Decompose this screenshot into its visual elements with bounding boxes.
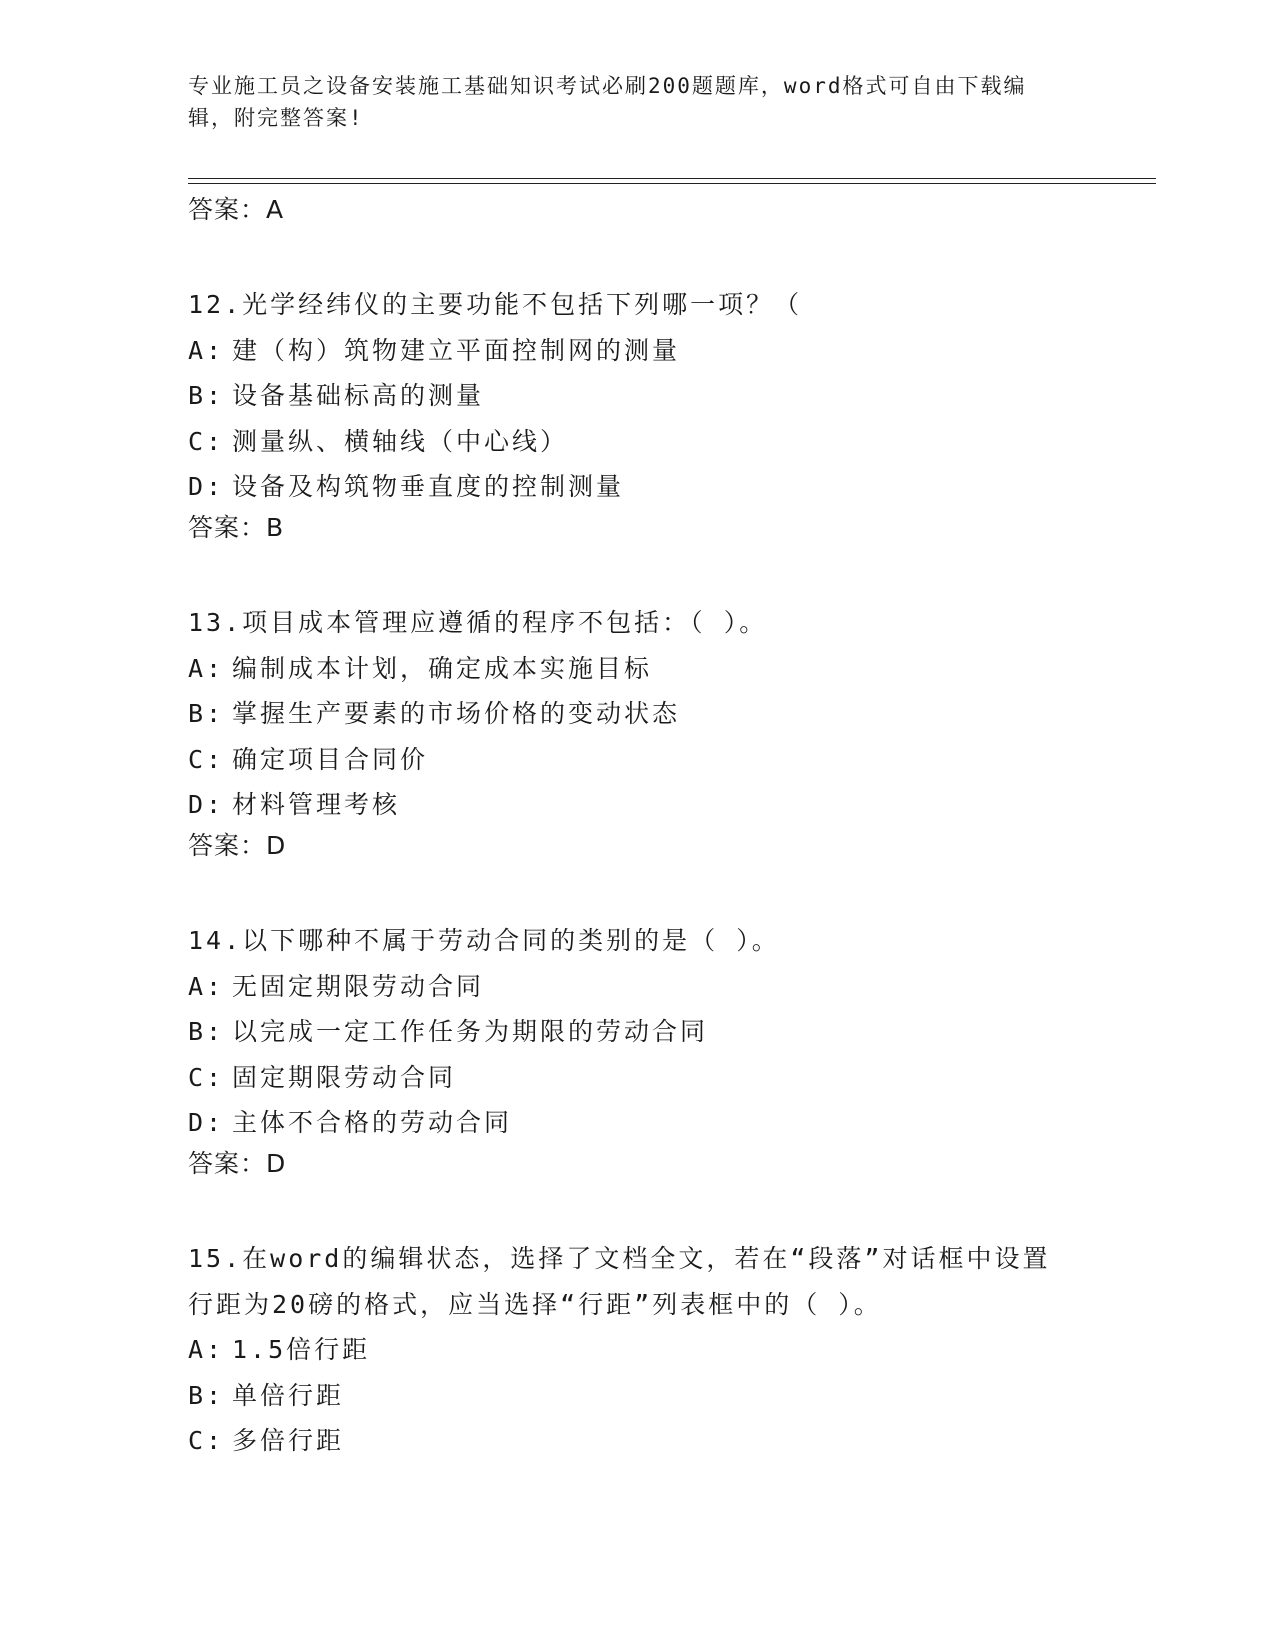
option-letter: C:: [188, 744, 225, 774]
option-text: 以完成一定工作任务为期限的劳动合同: [232, 1017, 709, 1047]
header-divider: [188, 178, 1156, 184]
option-letter: D:: [188, 790, 225, 820]
option-text: 编制成本计划，确定成本实施目标: [232, 653, 653, 683]
question-12: [188, 282, 1118, 546]
option-letter: B:: [188, 699, 225, 729]
option-text: 无固定期限劳动合同: [232, 971, 485, 1001]
question-option-c: [188, 1055, 1118, 1101]
option-text: 多倍行距: [232, 1426, 345, 1456]
option-letter: C:: [188, 1062, 225, 1092]
option-letter: D:: [188, 472, 225, 502]
question-14: [188, 918, 1118, 1182]
option-text: 材料管理考核: [232, 790, 401, 820]
option-letter: C:: [188, 1426, 225, 1456]
question-option-b: [188, 373, 1118, 419]
option-text: 1.5倍行距: [232, 1335, 371, 1365]
question-option-d: [188, 1100, 1118, 1146]
option-letter: C:: [188, 426, 225, 456]
option-text: 主体不合格的劳动合同: [232, 1108, 513, 1138]
option-text: 设备及构筑物垂直度的控制测量: [232, 472, 625, 502]
answer-line: 答案：D: [188, 830, 287, 860]
option-letter: D:: [188, 1108, 225, 1138]
question-title: 14.以下哪种不属于劳动合同的类别的是（ ）。: [188, 925, 780, 955]
option-letter: A:: [188, 653, 225, 683]
question-option-c: [188, 737, 1118, 783]
option-letter: B:: [188, 1380, 225, 1410]
option-text: 建（构）筑物建立平面控制网的测量: [232, 335, 681, 365]
question-option-a: [188, 646, 1118, 692]
question-option-b: [188, 1009, 1118, 1055]
answer-line: 答案：A: [188, 195, 285, 224]
question-title: 12.光学经纬仪的主要功能不包括下列哪一项？（: [188, 290, 803, 319]
option-text: 确定项目合同价: [232, 744, 429, 774]
option-text: 设备基础标高的测量: [232, 381, 485, 411]
question-title: 15.在word的编辑状态，选择了文档全文，若在“段落”对话框中设置行距为20磅的格式，应当选择“行距”列表框中的（ ）。: [188, 1243, 1051, 1319]
option-text: 测量纵、横轴线（中心线）: [232, 426, 569, 456]
option-letter: B:: [188, 381, 225, 411]
question-option-b: [188, 691, 1118, 737]
option-letter: B:: [188, 1017, 225, 1047]
option-letter: A:: [188, 971, 225, 1001]
document-body: [188, 192, 1118, 1464]
option-text: 单倍行距: [232, 1380, 345, 1410]
option-text: 固定期限劳动合同: [232, 1062, 457, 1092]
option-text: 掌握生产要素的市场价格的变动状态: [232, 699, 681, 729]
question-option-c: [188, 1418, 1118, 1464]
question-option-a: [188, 964, 1118, 1010]
question-option-a: [188, 328, 1118, 374]
answer-line: 答案：B: [188, 512, 285, 542]
question-option-c: [188, 419, 1118, 465]
question-option-a: [188, 1327, 1118, 1373]
question-13: [188, 600, 1118, 864]
answer-line: 答案：D: [188, 1148, 287, 1178]
page-header-title: 专业施工员之设备安装施工基础知识考试必刷200题题库，word格式可自由下载编辑，附完整答案!: [188, 74, 1027, 130]
question-15: [188, 1236, 1118, 1464]
option-letter: A:: [188, 335, 225, 365]
question-option-d: [188, 464, 1118, 510]
question-option-b: [188, 1373, 1118, 1419]
option-letter: A:: [188, 1335, 225, 1365]
question-option-d: [188, 782, 1118, 828]
question-title: 13.项目成本管理应遵循的程序不包括：（ ）。: [188, 607, 768, 637]
